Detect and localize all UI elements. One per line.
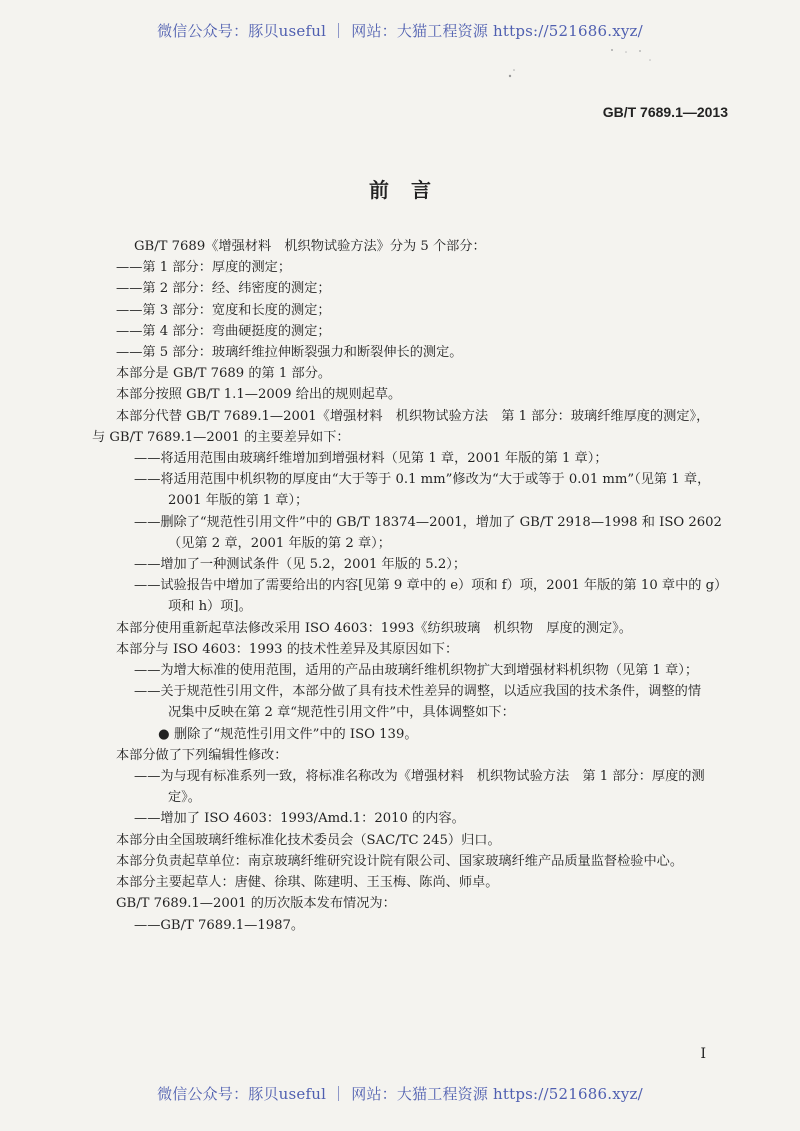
list-item: ——删除了“规范性引用文件”中的 GB/T 18374—2001，增加了 GB/T 2918—1998 和 ISO 2602 [134, 514, 722, 530]
list-item-continuation: 2001 年版的第 1 章）； [168, 493, 309, 509]
paragraph-line: GB/T 7689.1—2001 的历次版本发布情况为： [116, 896, 396, 912]
bullet-item [116, 724, 728, 745]
list-item-continuation: 项和 h）项]。 [168, 599, 252, 615]
list-item: ——第 2 部分：经、纬密度的测定； [116, 281, 331, 297]
foreword-body [92, 236, 728, 936]
list-item: ——为增大标准的使用范围，适用的产品由玻璃纤维机织物扩大到增强材料机织物（见第 1 章）； [134, 663, 699, 679]
page-title: 前言 [369, 178, 453, 202]
paragraph-line: 本部分是 GB/T 7689 的第 1 部分。 [116, 366, 332, 382]
list-item: ——增加了一种测试条件（见 5.2，2001 年版的 5.2）； [134, 557, 467, 573]
paragraph-line: 本部分按照 GB/T 1.1—2009 给出的规则起草。 [116, 387, 402, 403]
list-item-continuation: 定》。 [168, 790, 201, 806]
list-item-continuation: 况集中反映在第 2 章“规范性引用文件”中，具体调整如下： [168, 705, 515, 721]
list-item: ——GB/T 7689.1—1987。 [134, 917, 305, 933]
list-item: ——增加了 ISO 4603：1993/Amd.1：2010 的内容。 [134, 811, 465, 827]
paragraph-line: 本部分负责起草单位：南京玻璃纤维研究设计院有限公司、国家玻璃纤维产品质量监督检验中心。 [116, 853, 684, 869]
list-item: ——将适用范围中机织物的厚度由“大于等于 0.1 mm”修改为“大于或等于 0.01 mm”（见第 1 章， [134, 472, 711, 488]
list-item: ——为与现有标准系列一致，将标准名称改为《增强材料 机织物试验方法 第 1 部分：厚度的测 [134, 769, 705, 785]
paragraph-line: 本部分与 ISO 4603：1993 的技术性差异及其原因如下： [116, 641, 459, 657]
list-item: ——第 5 部分：玻璃纤维拉伸断裂强力和断裂伸长的测定。 [116, 345, 463, 361]
paragraph-line: 本部分使用重新起草法修改采用 ISO 4603：1993《纺织玻璃 机织物 厚度的测定》。 [116, 620, 632, 636]
list-item: ——第 4 部分：弯曲硬挺度的测定； [116, 323, 331, 339]
list-item: ——第 1 部分：厚度的测定； [116, 260, 292, 276]
watermark-top: 微信公众号：豚贝useful ｜ 网站：大猫工程资源 https://521686.xyz/ [157, 22, 643, 40]
list-item: ——关于规范性引用文件，本部分做了具有技术性差异的调整，以适应我国的技术条件，调整的情 [134, 684, 702, 700]
bullet-text: 删除了“规范性引用文件”中的 ISO 139。 [174, 726, 418, 742]
list-item: ——第 3 部分：宽度和长度的测定； [116, 302, 331, 318]
paragraph-line: 与 GB/T 7689.1—2001 的主要差异如下： [92, 429, 350, 445]
paragraph-line: 本部分由全国玻璃纤维标准化技术委员会（SAC/TC 245）归口。 [116, 832, 501, 848]
list-item: ——试验报告中增加了需要给出的内容[见第 9 章中的 e）项和 f）项，2001 年版的第 10 章中的 g） [134, 578, 728, 594]
paragraph-line: 本部分做了下列编辑性修改： [116, 747, 288, 763]
list-item-continuation: （见第 2 章，2001 年版的第 2 章）； [168, 535, 391, 551]
watermark-bottom: 微信公众号：豚贝useful ｜ 网站：大猫工程资源 https://521686.xyz/ [157, 1085, 643, 1103]
scan-specks [500, 40, 660, 90]
bullet-icon: ● [158, 726, 170, 742]
paragraph-line: GB/T 7689《增强材料 机织物试验方法》分为 5 个部分： [134, 239, 486, 254]
page-number: I [700, 1046, 706, 1062]
list-item: ——将适用范围由玻璃纤维增加到增强材料（见第 1 章，2001 年版的第 1 章）； [134, 451, 608, 467]
standard-code: GB/T 7689.1—2013 [602, 104, 728, 120]
paragraph-line: 本部分主要起草人：唐健、徐琪、陈建明、王玉梅、陈尚、师卓。 [116, 875, 499, 891]
paragraph-line: 本部分代替 GB/T 7689.1—2001《增强材料 机织物试验方法 第 1 部分：玻璃纤维厚度的测定》， [116, 408, 710, 424]
